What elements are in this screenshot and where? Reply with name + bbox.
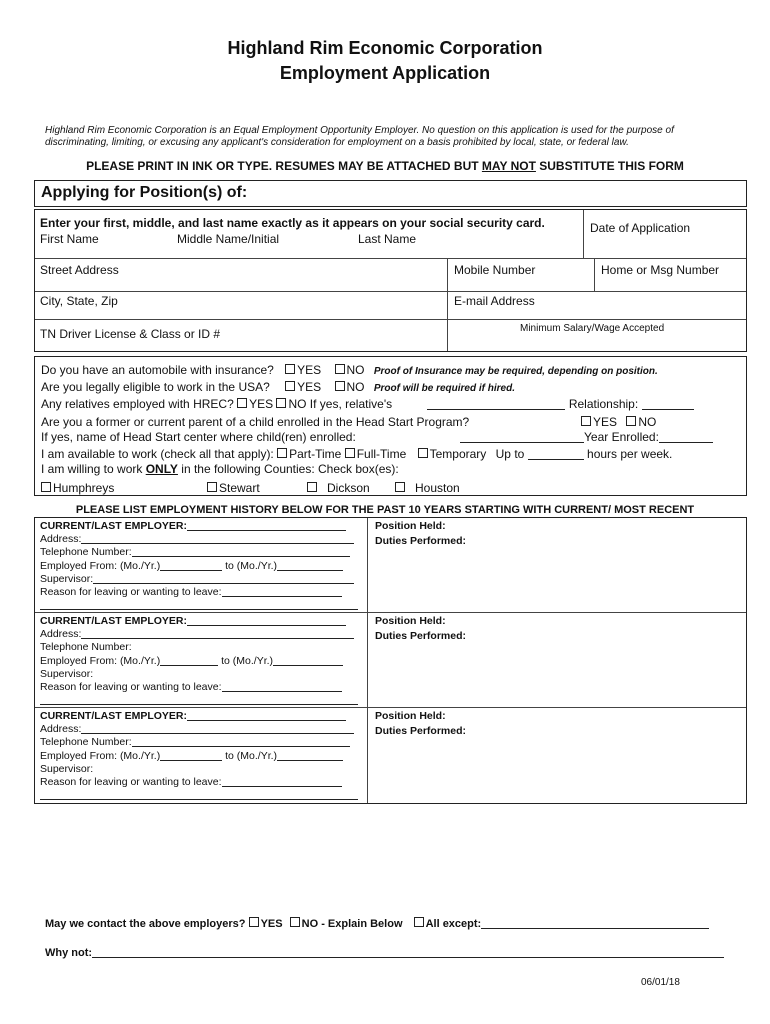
checkbox-icon[interactable] — [335, 364, 345, 374]
employer-name-field[interactable] — [187, 520, 346, 531]
reason-field-line[interactable] — [40, 599, 358, 610]
divider — [447, 258, 448, 351]
reason-field-line[interactable] — [40, 694, 358, 705]
relatives-question: Any relatives employed with HREC? YES NO If yes, relative's Relationship: — [41, 397, 694, 411]
county-humphreys[interactable]: Humphreys — [41, 481, 114, 495]
checkbox-icon[interactable] — [285, 364, 295, 374]
to-field[interactable] — [277, 560, 343, 571]
driver-license-field[interactable]: TN Driver License & Class or ID # — [40, 327, 221, 341]
home-number-field[interactable]: Home or Msg Number — [601, 263, 720, 277]
relative-name-field[interactable] — [427, 398, 565, 410]
contact-employers-question: May we contact the above employers? YES NO - Explain Below All except: — [45, 917, 709, 930]
position-label: Applying for Position(s) of: — [41, 184, 248, 201]
head-start-question: Are you a former or current parent of a child enrolled in the Head Start Program? — [41, 415, 470, 429]
divider — [35, 319, 746, 320]
position-block-2[interactable]: Position Held: Duties Performed: — [375, 615, 467, 643]
why-not-field[interactable] — [92, 946, 724, 958]
position-block-1[interactable]: Position Held: Duties Performed: — [375, 520, 467, 548]
history-title: PLEASE LIST EMPLOYMENT HISTORY BELOW FOR THE PAST 10 YEARS STARTING WITH CURRENT/ MOST RECENT — [75, 504, 695, 516]
head-start-center-question: If yes, name of Head Start center where child(ren) enrolled: — [41, 430, 356, 444]
checkbox-icon[interactable] — [276, 398, 286, 408]
head-start-answer: YES NO — [581, 415, 656, 429]
checkbox-icon[interactable] — [277, 448, 287, 458]
checkbox-icon[interactable] — [249, 917, 259, 927]
checkbox-icon[interactable] — [626, 416, 636, 426]
relationship-field[interactable] — [642, 398, 694, 410]
county-houston[interactable]: Houston — [395, 481, 460, 495]
why-not-row: Why not: — [45, 946, 724, 959]
from-field[interactable] — [160, 560, 222, 571]
checkbox-icon[interactable] — [285, 381, 295, 391]
divider — [594, 258, 595, 291]
year-enrolled-row: Year Enrolled: — [460, 430, 713, 444]
phone-field[interactable] — [132, 736, 350, 747]
email-field[interactable]: E-mail Address — [454, 294, 535, 308]
employer-name-field[interactable] — [187, 615, 346, 626]
position-block-3[interactable]: Position Held: Duties Performed: — [375, 710, 467, 738]
from-field[interactable] — [160, 750, 222, 761]
date-of-application-field[interactable]: Date of Application — [590, 221, 691, 235]
mobile-number-field[interactable]: Mobile Number — [454, 263, 536, 277]
checkbox-icon[interactable] — [414, 917, 424, 927]
employer-block-2: CURRENT/LAST EMPLOYER: Address: Telephone Number: Employed From: (Mo./Yr.) to (Mo./Yr.) Supervisor: Reason for leaving or wanting to leave: — [40, 615, 358, 707]
form-title: Employment Application — [279, 63, 491, 83]
checkbox-icon[interactable] — [418, 448, 428, 458]
last-name-field[interactable]: Last Name — [358, 232, 417, 246]
all-except-field[interactable] — [481, 917, 709, 929]
print-instructions: PLEASE PRINT IN INK OR TYPE. RESUMES MAY BE ATTACHED BUT MAY NOT SUBSTITUTE THIS FORM — [86, 159, 684, 173]
checkbox-icon[interactable] — [345, 448, 355, 458]
position-field[interactable] — [34, 180, 747, 207]
address-field[interactable] — [81, 533, 354, 544]
checkbox-icon[interactable] — [581, 416, 591, 426]
hours-per-week-field[interactable] — [528, 448, 584, 460]
questions-section — [34, 356, 747, 496]
divider — [35, 291, 746, 292]
reason-field[interactable] — [222, 776, 342, 787]
minimum-salary-field[interactable]: Minimum Salary/Wage Accepted — [520, 323, 665, 334]
reason-field[interactable] — [222, 586, 342, 597]
street-address-field[interactable]: Street Address — [40, 263, 119, 277]
revision-date: 06/01/18 — [641, 977, 680, 988]
checkbox-icon[interactable] — [335, 381, 345, 391]
counties-question: I am willing to work ONLY in the following Counties: Check box(es): — [41, 462, 399, 476]
availability-question: I am available to work (check all that apply): Part-Time Full-Time Temporary Up to hours per week. — [41, 447, 673, 461]
first-name-field[interactable]: First Name — [40, 232, 99, 246]
phone-field[interactable] — [132, 546, 350, 557]
checkbox-icon[interactable] — [307, 482, 317, 492]
checkbox-icon[interactable] — [41, 482, 51, 492]
middle-name-field[interactable]: Middle Name/Initial — [177, 232, 280, 246]
reason-field[interactable] — [222, 681, 342, 692]
org-title: Highland Rim Economic Corporation — [227, 38, 543, 58]
checkbox-icon[interactable] — [237, 398, 247, 408]
supervisor-field[interactable] — [93, 573, 354, 584]
employer-block-1: CURRENT/LAST EMPLOYER: Address: Telephone Number: Employed From: (Mo./Yr.) to (Mo./Yr.) Supervisor: Reason for leaving or wanting to leave: — [40, 520, 358, 612]
address-field[interactable] — [81, 723, 354, 734]
county-stewart[interactable]: Stewart — [207, 481, 260, 495]
personal-info-section — [34, 209, 747, 352]
name-instructions: Enter your first, middle, and last name exactly as it appears on your social security card. — [40, 216, 545, 230]
checkbox-icon[interactable] — [395, 482, 405, 492]
employer-name-field[interactable] — [187, 710, 346, 721]
year-enrolled-field[interactable] — [659, 431, 713, 443]
city-state-zip-field[interactable]: City, State, Zip — [40, 294, 118, 308]
employer-block-3: CURRENT/LAST EMPLOYER: Address: Telephone Number: Employed From: (Mo./Yr.) to (Mo./Yr.) Supervisor: Reason for leaving or wanting to leave: — [40, 710, 358, 802]
reason-field-line[interactable] — [40, 789, 358, 800]
legal-eligibility-question: Are you legally eligible to work in the USA? YES NO Proof will be required if hired. — [41, 380, 515, 394]
address-field[interactable] — [81, 628, 354, 639]
eeo-statement: Highland Rim Economic Corporation is an Equal Employment Opportunity Employer. No question on this application is used for the purpose of discriminating, limiting, or excusing any applicant's consideration for employment on a basis prohibited by local, state, or federal law. — [45, 125, 674, 148]
divider — [35, 258, 746, 259]
head-start-center-field[interactable] — [460, 431, 584, 443]
checkbox-icon[interactable] — [290, 917, 300, 927]
divider — [367, 518, 368, 803]
employment-history-table — [34, 517, 747, 804]
county-dickson[interactable]: Dickson — [307, 481, 370, 495]
to-field[interactable] — [273, 655, 343, 666]
divider — [583, 210, 584, 258]
auto-insurance-question: Do you have an automobile with insurance? YES NO Proof of Insurance may be required, depending on position. — [41, 363, 658, 377]
from-field[interactable] — [160, 655, 218, 666]
to-field[interactable] — [277, 750, 343, 761]
checkbox-icon[interactable] — [207, 482, 217, 492]
